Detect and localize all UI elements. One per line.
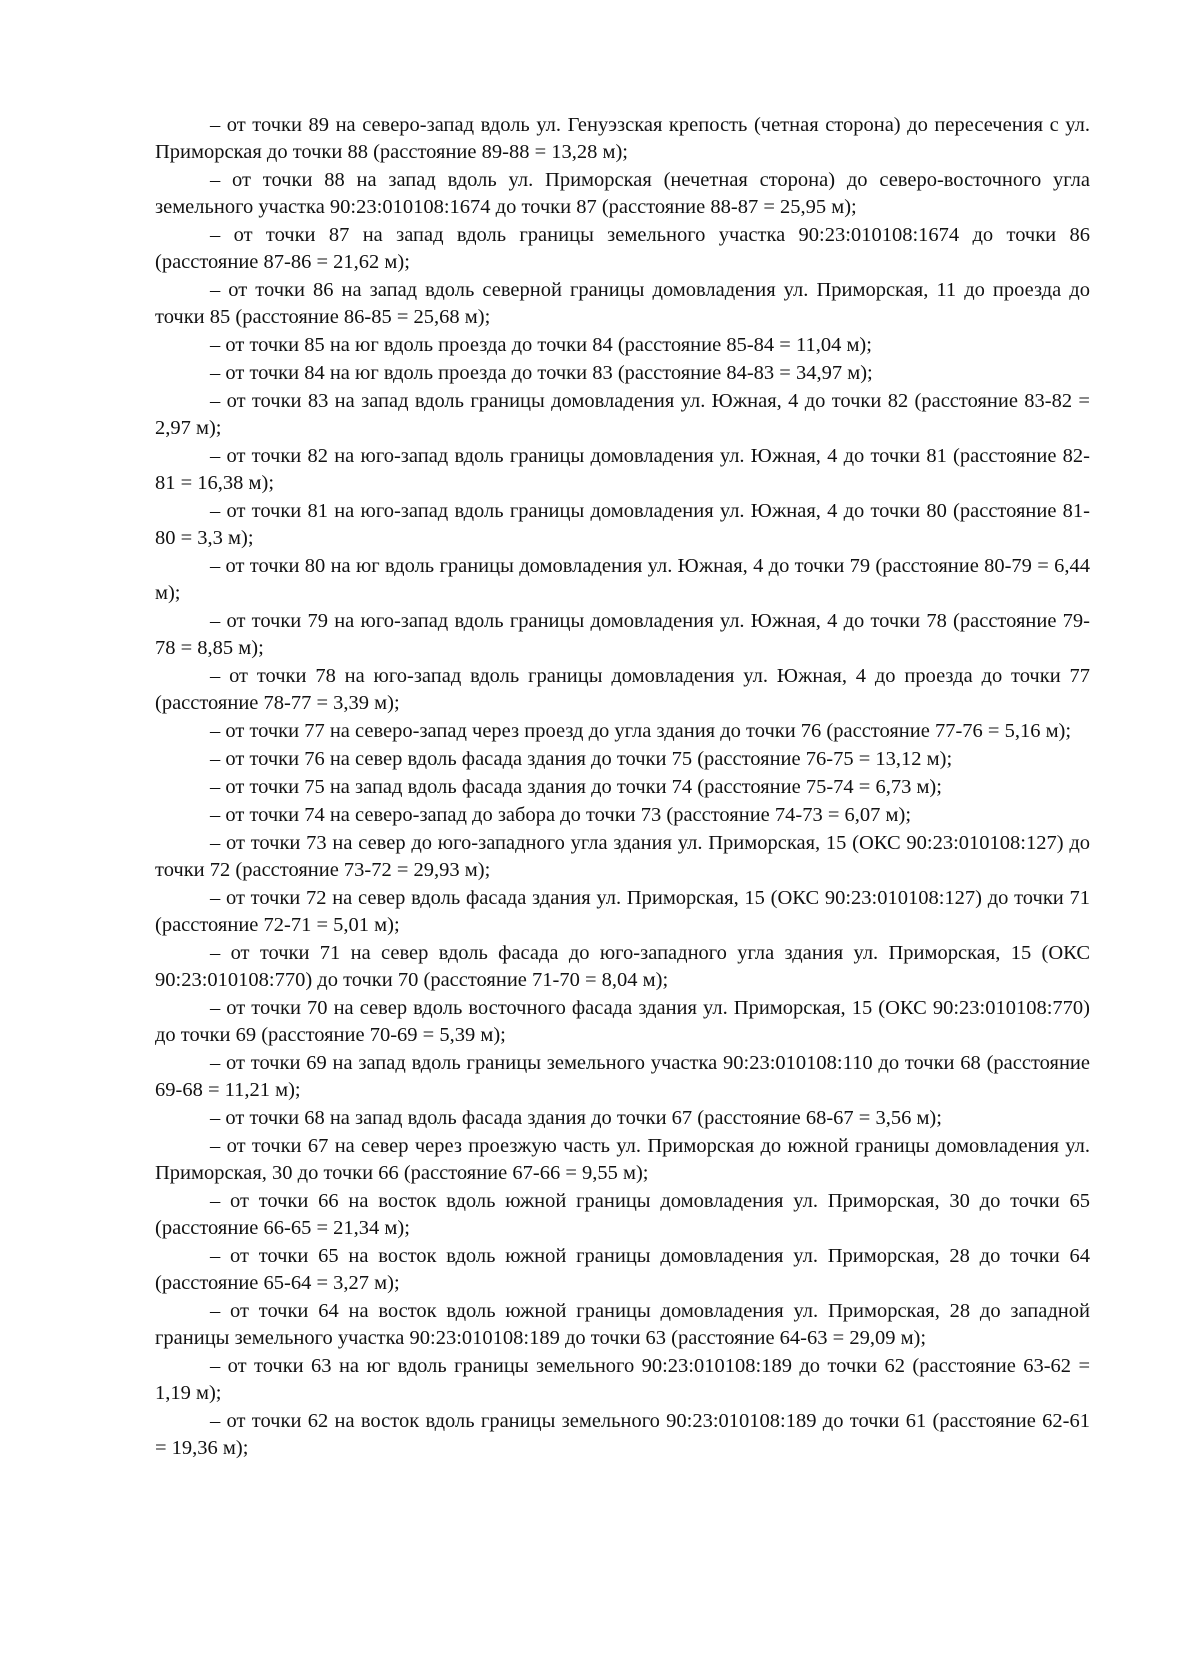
- paragraph-71-70: – от точки 71 на север вдоль фасада до юго-западного угла здания ул. Приморская, 15 (ОКС 90:23:010108:770) до точки 70 (расстояние 71-70 = 8,04 м);: [155, 942, 1090, 991]
- paragraph-63-62: – от точки 63 на юг вдоль границы земельного 90:23:010108:189 до точки 62 (расстояние 63-62 = 1,19 м);: [155, 1355, 1090, 1404]
- paragraph-62-61: – от точки 62 на восток вдоль границы земельного 90:23:010108:189 до точки 61 (расстояние 62-61 = 19,36 м);: [155, 1410, 1090, 1459]
- paragraph-87-86: – от точки 87 на запад вдоль границы земельного участка 90:23:010108:1674 до точки 86 (расстояние 87-86 = 21,62 м);: [155, 224, 1090, 273]
- paragraph-79-78: – от точки 79 на юго-запад вдоль границы домовладения ул. Южная, 4 до точки 78 (расстояние 79-78 = 8,85 м);: [155, 610, 1090, 659]
- paragraph-68-67: – от точки 68 на запад вдоль фасада здания до точки 67 (расстояние 68-67 = 3,56 м);: [210, 1107, 942, 1129]
- paragraph-89-88: – от точки 89 на северо-запад вдоль ул. Генуэзская крепость (четная сторона) до пересечения с ул. Приморская до точки 88 (расстояние 89-88 = 13,28 м);: [155, 114, 1090, 163]
- paragraph-86-85: – от точки 86 на запад вдоль северной границы домовладения ул. Приморская, 11 до проезда до точки 85 (расстояние 86-85 = 25,68 м);: [155, 279, 1090, 328]
- paragraph-82-81: – от точки 82 на юго-запад вдоль границы домовладения ул. Южная, 4 до точки 81 (расстояние 82-81 = 16,38 м);: [155, 445, 1090, 494]
- paragraph-67-66: – от точки 67 на север через проезжую часть ул. Приморская до южной границы домовладения ул. Приморская, 30 до точки 66 (расстояние 67-66 = 9,55 м);: [155, 1135, 1090, 1184]
- paragraph-66-65: – от точки 66 на восток вдоль южной границы домовладения ул. Приморская, 30 до точки 65 (расстояние 66-65 = 21,34 м);: [155, 1190, 1090, 1239]
- paragraph-64-63: – от точки 64 на восток вдоль южной границы домовладения ул. Приморская, 28 до западной границы земельного участка 90:23:010108:189 до точки 63 (расстояние 64-63 = 29,09 м);: [155, 1300, 1090, 1349]
- paragraph-75-74: – от точки 75 на запад вдоль фасада здания до точки 74 (расстояние 75-74 = 6,73 м);: [210, 776, 942, 798]
- paragraph-81-80: – от точки 81 на юго-запад вдоль границы домовладения ул. Южная, 4 до точки 80 (расстояние 81-80 = 3,3 м);: [155, 500, 1090, 549]
- paragraph-65-64: – от точки 65 на восток вдоль южной границы домовладения ул. Приморская, 28 до точки 64 (расстояние 65-64 = 3,27 м);: [155, 1245, 1090, 1294]
- paragraph-72-71: – от точки 72 на север вдоль фасада здания ул. Приморская, 15 (ОКС 90:23:010108:127) до точки 71 (расстояние 72-71 = 5,01 м);: [155, 887, 1090, 936]
- paragraph-80-79: – от точки 80 на юг вдоль границы домовладения ул. Южная, 4 до точки 79 (расстояние 80-79 = 6,44 м);: [155, 555, 1090, 604]
- paragraph-69-68: – от точки 69 на запад вдоль границы земельного участка 90:23:010108:110 до точки 68 (расстояние 69-68 = 11,21 м);: [155, 1052, 1090, 1101]
- paragraph-83-82: – от точки 83 на запад вдоль границы домовладения ул. Южная, 4 до точки 82 (расстояние 83-82 = 2,97 м);: [155, 390, 1090, 439]
- paragraph-85-84: – от точки 85 на юг вдоль проезда до точки 84 (расстояние 85-84 = 11,04 м);: [210, 334, 872, 356]
- paragraph-88-87: – от точки 88 на запад вдоль ул. Приморская (нечетная сторона) до северо-восточного угла земельного участка 90:23:010108:1674 до точки 87 (расстояние 88-87 = 25,95 м);: [155, 169, 1090, 218]
- paragraph-77-76: – от точки 77 на северо-запад через проезд до угла здания до точки 76 (расстояние 77-76 = 5,16 м);: [210, 720, 1072, 742]
- paragraph-78-77: – от точки 78 на юго-запад вдоль границы домовладения ул. Южная, 4 до проезда до точки 77 (расстояние 78-77 = 3,39 м);: [155, 665, 1090, 714]
- paragraph-76-75: – от точки 76 на север вдоль фасада здания до точки 75 (расстояние 76-75 = 13,12 м);: [210, 748, 953, 770]
- document-page: [155, 112, 1090, 1463]
- paragraph-74-73: – от точки 74 на северо-запад до забора до точки 73 (расстояние 74-73 = 6,07 м);: [210, 804, 912, 826]
- paragraph-73-72: – от точки 73 на север до юго-западного угла здания ул. Приморская, 15 (ОКС 90:23:010108:127) до точки 72 (расстояние 73-72 = 29,93 м);: [155, 832, 1090, 881]
- paragraph-84-83: – от точки 84 на юг вдоль проезда до точки 83 (расстояние 84-83 = 34,97 м);: [210, 362, 873, 384]
- paragraph-70-69: – от точки 70 на север вдоль восточного фасада здания ул. Приморская, 15 (ОКС 90:23:010108:770) до точки 69 (расстояние 70-69 = 5,39 м);: [155, 997, 1090, 1046]
